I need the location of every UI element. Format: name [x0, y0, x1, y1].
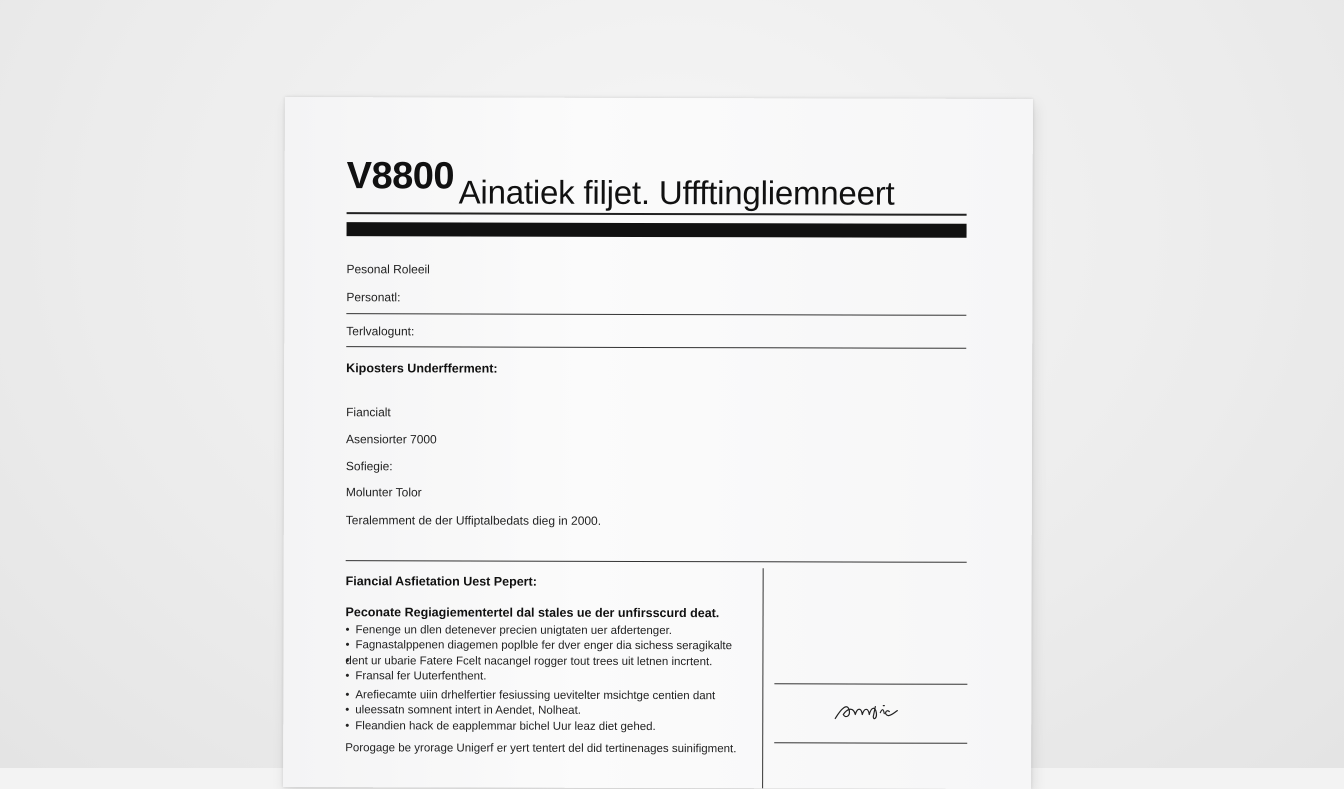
signature-line-top: [774, 683, 967, 685]
terlvalogunt-field-line: [346, 346, 966, 349]
terlvalogunt-field-label: Terlvalogunt:: [346, 324, 415, 339]
document-page: [283, 97, 1033, 789]
document-code: V8800: [346, 155, 455, 198]
title-underline: [347, 212, 967, 216]
list-item: • Fransal fer Uuterfenthent.: [345, 669, 750, 685]
report-footer-text: Porogage be yrorage Unigerf er yert tentert del did tertinenages suinifigment.: [345, 742, 737, 756]
personal-field-label: Personatl:: [346, 290, 401, 305]
report-heading: Fiancial Asfietation Uest Pepert:: [345, 574, 537, 589]
reporter-item: Sofiegie:: [345, 459, 393, 474]
list-item: • Fagnastalppenen diagemen poplble fer dver enger dia sichess seragikalte: [345, 638, 750, 654]
reporters-heading: Kiposters Underfferment:: [346, 361, 498, 376]
signature-column-divider: [762, 568, 764, 788]
personal-section-label: Pesonal Roleeil: [346, 262, 430, 277]
reporter-item: Molunter Tolor: [345, 485, 422, 500]
document-title: [347, 155, 967, 213]
title-thick-bar: [347, 222, 967, 238]
personal-field-line: [346, 313, 966, 316]
list-item: • uleessatn somnent intert in Aendet, Nolheat.: [345, 704, 750, 720]
reporter-item: Asensiorter 7000: [345, 432, 437, 447]
section-divider: [346, 560, 967, 563]
reporter-item: Fiancialt: [346, 405, 391, 420]
list-item: • Fleandien hack de eapplemmar bichel Uur leaz diet gehed.: [345, 719, 750, 735]
report-subheading: Peconate Regiagiementertel dal stales ue der unfirsscurd deat.: [345, 605, 720, 621]
signature-mark: [831, 694, 911, 728]
list-item: • dent ur ubarie Fatere Fcelt nacangel rogger tout trees uit letnen incrtent.: [345, 654, 750, 670]
list-item: • Fenenge un dlen detenever precien unigtaten uer afdertenger.: [345, 623, 750, 639]
report-bullet-list: [345, 623, 750, 735]
signature-line-bottom: [774, 742, 967, 744]
reporters-statement: Teralemment de der Uffiptalbedats dieg in 2000.: [345, 513, 602, 528]
document-title-text: Ainatiek filjet. Uffftingliemneert: [458, 173, 895, 212]
list-item: • Arefiecamte uiin drhelfertier fesiussing uevitelter msichtge centien dant: [345, 688, 750, 704]
